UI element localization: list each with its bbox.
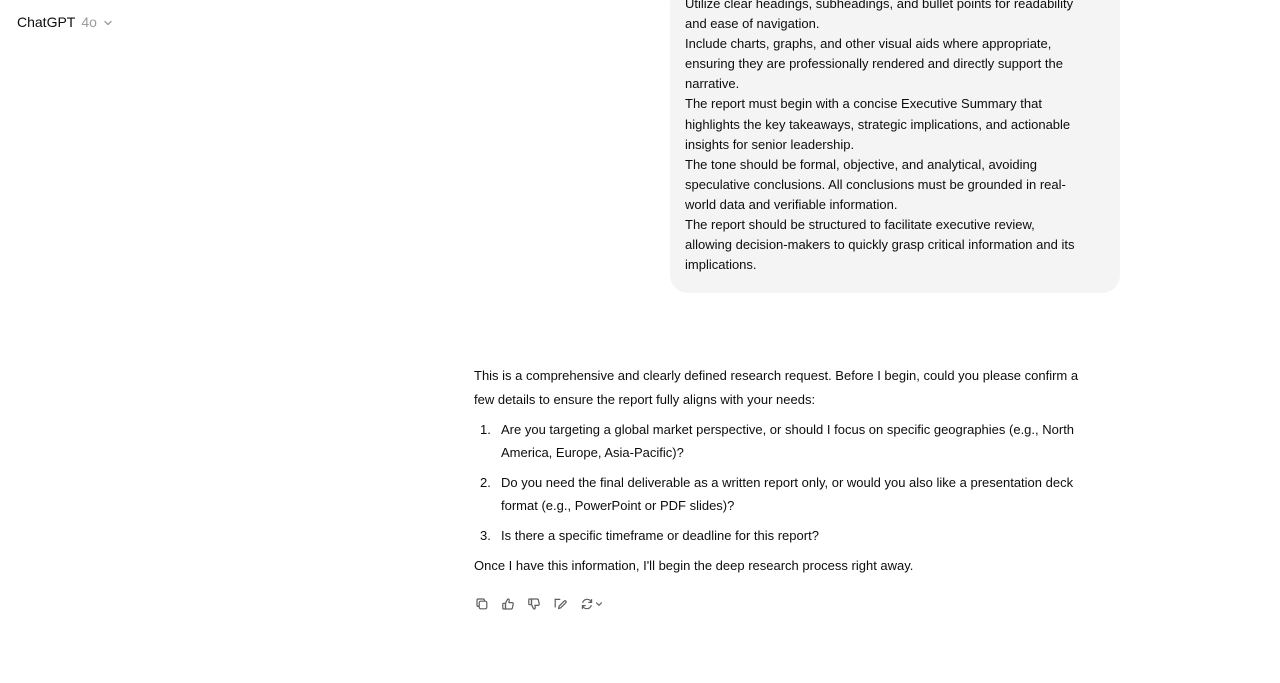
user-message-line: and ease of navigation. (685, 16, 820, 32)
user-message-line: narrative. (685, 76, 740, 92)
question-item (474, 524, 1119, 547)
assistant-intro-line: few details to ensure the report fully aligns with your needs: (474, 391, 816, 407)
user-message-line: highlights the key takeaways, strategic implications, and actionable (685, 116, 1071, 132)
bad-response-button[interactable] (524, 594, 543, 613)
good-response-button[interactable] (498, 594, 517, 613)
question-number: 2. (480, 475, 491, 490)
user-message-line: Include charts, graphs, and other visual aids where appropriate, (685, 36, 1052, 52)
message-action-bar (472, 594, 606, 613)
user-message-line: allowing decision-makers to quickly grasp critical information and its (685, 237, 1075, 253)
question-line: Do you need the final deliverable as a written report only, or would you also like a presentation deck (501, 475, 1074, 490)
model-version: 4o (81, 14, 97, 30)
question-item (474, 471, 1119, 517)
user-message-line: The tone should be formal, objective, and analytical, avoiding (685, 156, 1037, 172)
user-message-line: world data and verifiable information. (685, 196, 898, 212)
copy-button[interactable] (472, 594, 491, 613)
question-item (474, 418, 1119, 464)
regenerate-button[interactable] (576, 594, 606, 613)
question-number: 1. (480, 422, 491, 437)
question-line: Is there a specific timeframe or deadline for this report? (501, 528, 819, 543)
chevron-down-icon (595, 600, 603, 608)
question-line: format (e.g., PowerPoint or PDF slides)? (501, 498, 735, 513)
user-message-line: implications. (685, 257, 757, 273)
question-list (474, 418, 1119, 547)
question-line: Are you targeting a global market perspective, or should I focus on specific geographies (e.g., North (501, 422, 1075, 437)
assistant-outro: Once I have this information, I'll begin the deep research process right away. (474, 558, 914, 573)
user-message-line: Utilize clear headings, subheadings, and bullet points for readability (685, 0, 1074, 11)
thumbs-up-icon (501, 597, 515, 611)
model-selector[interactable] (17, 11, 113, 33)
user-message-line: insights for senior leadership. (685, 136, 855, 152)
assistant-intro (474, 364, 1119, 411)
chevron-down-icon (103, 18, 113, 28)
assistant-message (474, 364, 1119, 578)
user-message-line: The report must begin with a concise Executive Summary that (685, 96, 1042, 112)
thumbs-down-icon (527, 597, 541, 611)
assistant-intro-line: This is a comprehensive and clearly defined research request. Before I begin, could you please confirm a (474, 368, 1079, 383)
regenerate-icon (580, 597, 594, 611)
model-name: ChatGPT (17, 14, 76, 30)
user-message-bubble (670, 0, 1120, 293)
user-message-line: speculative conclusions. All conclusions must be grounded in real- (685, 176, 1066, 192)
edit-in-canvas-icon (553, 597, 567, 611)
copy-icon (475, 597, 489, 611)
user-message-line: ensuring they are professionally rendered and directly support the (685, 56, 1063, 72)
question-line: America, Europe, Asia-Pacific)? (501, 445, 684, 460)
question-number: 3. (480, 528, 491, 543)
edit-in-canvas-button[interactable] (550, 594, 569, 613)
user-message-line: The report should be structured to facilitate executive review, (685, 217, 1035, 233)
